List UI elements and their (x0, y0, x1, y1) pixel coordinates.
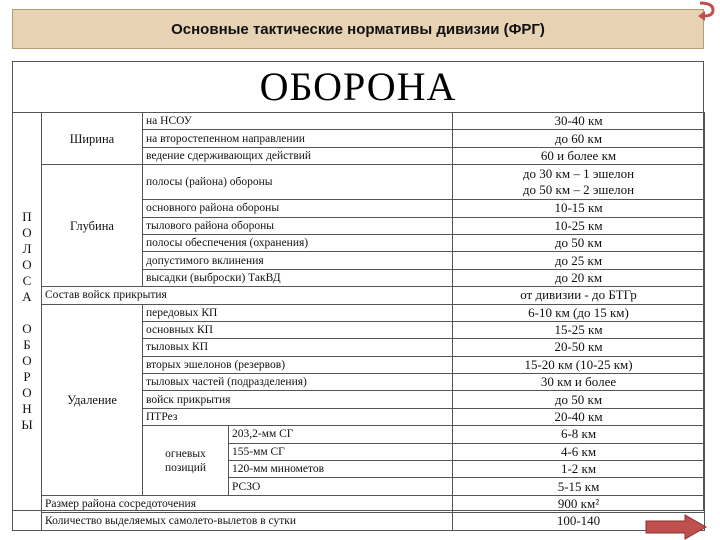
row-label: тылового района обороны (143, 217, 453, 234)
row-value: 15-25 км (453, 321, 705, 338)
group-depth: Глубина (42, 165, 143, 287)
table-row (13, 304, 705, 321)
row-label: передовых КП (143, 304, 453, 321)
row-value: 60 и более км (453, 147, 705, 164)
row-value: 900 км² (453, 495, 705, 512)
row-value: 100-140 (453, 513, 705, 530)
row-label: 155-мм СГ (229, 443, 453, 460)
row-label: Количество выделяемых самолето-вылетов в сутки (42, 513, 453, 530)
next-slide-arrow-icon[interactable] (645, 514, 707, 540)
row-value: 6-8 км (453, 426, 705, 443)
row-label: полосы обеспечения (охранения) (143, 234, 453, 251)
norms-table (12, 112, 705, 531)
table-row (13, 513, 705, 530)
row-value: 10-15 км (453, 200, 705, 217)
row-value: до 25 км (453, 252, 705, 269)
row-value: 10-25 км (453, 217, 705, 234)
return-arrow-icon[interactable] (696, 0, 716, 24)
table-row (13, 113, 705, 130)
row-label: РСЗО (229, 478, 453, 495)
row-value: 30-40 км (453, 113, 705, 130)
row-label: Состав войск прикрытия (42, 287, 453, 304)
row-value: 20-50 км (453, 339, 705, 356)
row-value: 1-2 км (453, 461, 705, 478)
table-row (13, 165, 705, 200)
row-value: 30 км и более (453, 374, 705, 391)
row-label: на НСОУ (143, 113, 453, 130)
table-row (13, 495, 705, 512)
row-value: 5-15 км (453, 478, 705, 495)
row-value: 4-6 км (453, 443, 705, 460)
row-label: ПТРез (143, 408, 453, 425)
row-value: до 20 км (453, 269, 705, 286)
row-value: 15-20 км (10-25 км) (453, 356, 705, 373)
group-distance: Удаление (42, 304, 143, 495)
row-label: полосы (района) обороны (143, 165, 453, 200)
row-label: допустимого вклинения (143, 252, 453, 269)
row-label: вторых эшелонов (резервов) (143, 356, 453, 373)
row-value: до 50 км (453, 391, 705, 408)
group-width: Ширина (42, 113, 143, 165)
row-value: от дивизии - до БТГр (453, 287, 705, 304)
subgroup-fire-positions: огневых позиций (143, 426, 229, 496)
row-label: 120-мм минометов (229, 461, 453, 478)
row-value: 6-10 км (до 15 км) (453, 304, 705, 321)
slide-title: Основные тактические нормативы дивизии (ФРГ) (171, 20, 545, 38)
section-heading: ОБОРОНА (259, 64, 457, 109)
slide-title-bar (12, 9, 704, 49)
row-label: тыловых КП (143, 339, 453, 356)
row-label: основных КП (143, 321, 453, 338)
row-label: тыловых частей (подразделения) (143, 374, 453, 391)
row-label: ведение сдерживающих действий (143, 147, 453, 164)
row-label: 203,2-мм СГ (229, 426, 453, 443)
row-value: 20-40 км (453, 408, 705, 425)
row-label: Размер района сосредоточения (42, 495, 453, 512)
table-row (13, 287, 705, 304)
row-label: войск прикрытия (143, 391, 453, 408)
vertical-section-label: П О Л О С А О Б О Р О Н Ы (13, 113, 42, 531)
row-value: до 50 км (453, 234, 705, 251)
row-value: до 60 км (453, 130, 705, 147)
row-value: до 30 км – 1 эшелон до 50 км – 2 эшелон (453, 165, 705, 200)
row-label: на второстепенном направлении (143, 130, 453, 147)
row-label: высадки (выброски) ТакВД (143, 269, 453, 286)
row-label: основного района обороны (143, 200, 453, 217)
